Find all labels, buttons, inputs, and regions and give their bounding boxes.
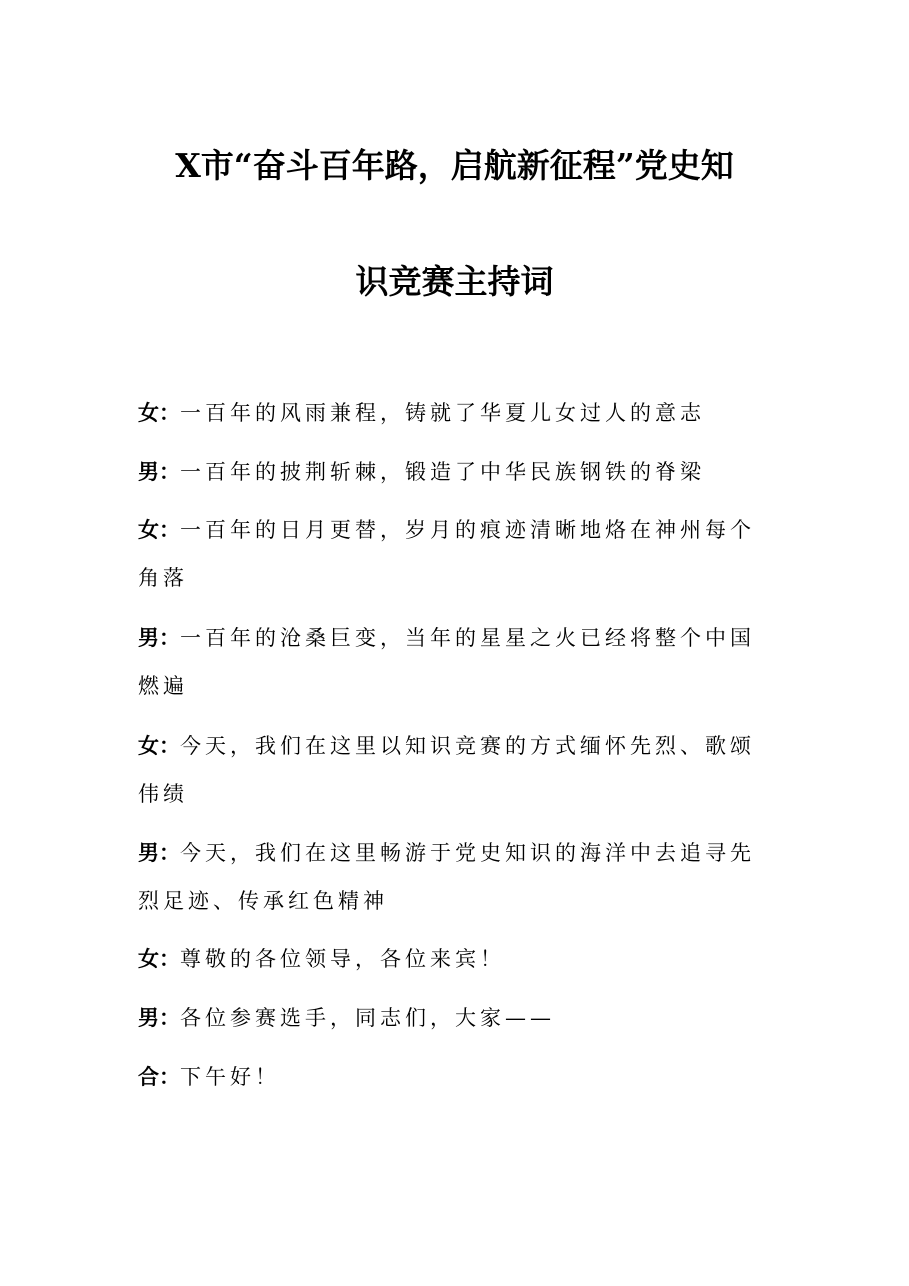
dialogue-text: 今天，我们在这里以知识竞赛的方式缅怀先烈、歌颂伟绩 bbox=[138, 734, 755, 806]
speaker-label: 合： bbox=[138, 1064, 180, 1089]
dialogue-line bbox=[138, 829, 772, 925]
dialogue-line bbox=[138, 1053, 772, 1101]
speaker-label: 女： bbox=[138, 946, 180, 971]
speaker-label: 女： bbox=[138, 517, 180, 542]
dialogue-text: 今天，我们在这里畅游于党史知识的海洋中去追寻先烈足迹、传承红色精神 bbox=[138, 841, 755, 913]
speaker-label: 男： bbox=[138, 625, 180, 650]
dialogue-text: 一百年的披荆斩棘，锻造了中华民族钢铁的脊梁 bbox=[180, 460, 705, 484]
dialogue-line bbox=[138, 506, 772, 602]
speaker-label: 女： bbox=[138, 733, 180, 758]
dialogue-line bbox=[138, 722, 772, 818]
speaker-label: 女： bbox=[138, 400, 180, 425]
dialogue-line bbox=[138, 389, 772, 437]
document-title-line-2: 识竞赛主持词 bbox=[355, 262, 554, 301]
dialogue-line bbox=[138, 448, 772, 496]
dialogue-text: 一百年的日月更替，岁月的痕迹清晰地烙在神州每个角落 bbox=[138, 518, 755, 590]
dialogue-text: 各位参赛选手，同志们，大家—— bbox=[180, 1006, 555, 1030]
dialogue-line bbox=[138, 994, 772, 1042]
speaker-label: 男： bbox=[138, 840, 180, 865]
dialogue-text: 一百年的风雨兼程，铸就了华夏儿女过人的意志 bbox=[180, 401, 705, 425]
dialogue-line bbox=[138, 935, 772, 983]
dialogue-line bbox=[138, 614, 772, 710]
speaker-label: 男： bbox=[138, 459, 180, 484]
dialogue-text: 一百年的沧桑巨变，当年的星星之火已经将整个中国燃遍 bbox=[138, 626, 755, 698]
dialogue-text: 尊敬的各位领导，各位来宾！ bbox=[180, 947, 505, 971]
dialogue-text: 下午好！ bbox=[180, 1065, 280, 1089]
document-title-line-1: X市“奋斗百年路，启航新征程”党史知 bbox=[175, 146, 734, 185]
speaker-label: 男： bbox=[138, 1005, 180, 1030]
